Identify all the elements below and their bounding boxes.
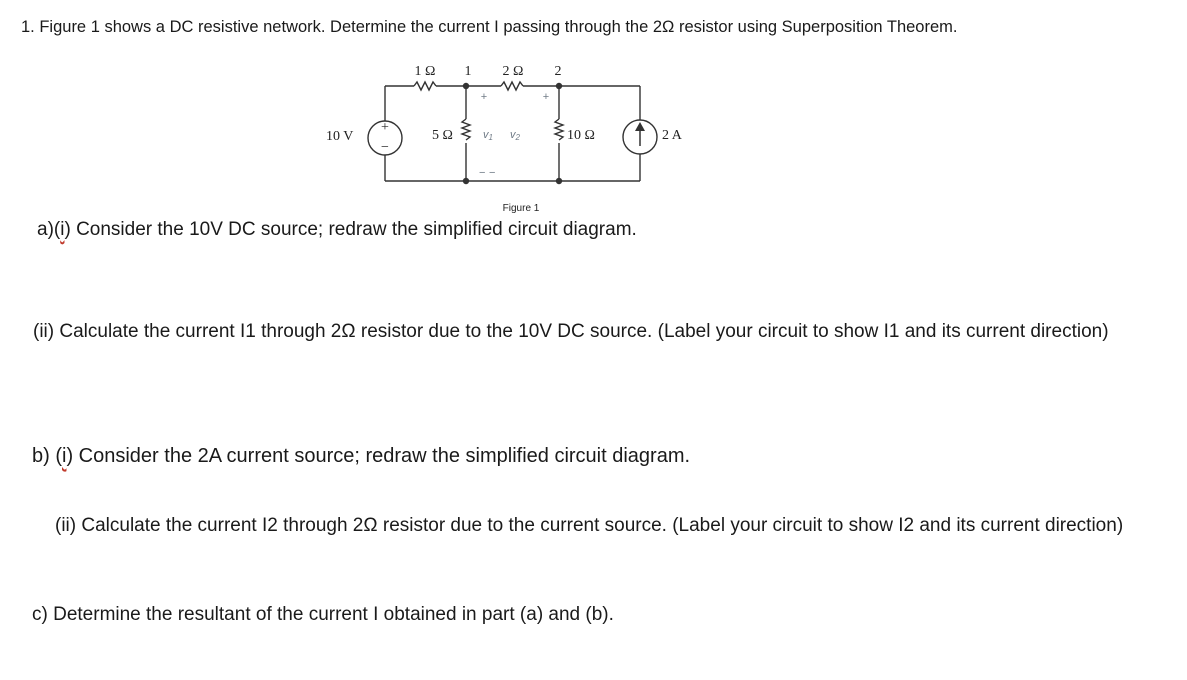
voltage-source-plus: + [381,120,389,135]
current-source-label: 2 A [662,128,682,143]
v2-plus-sign: + [542,91,550,103]
bottom-node-dot-left [463,178,469,184]
question-1-text: 1. Figure 1 shows a DC resistive network. Determine the current I passing through the 2Ω resistor using Superposition Theorem. [21,18,958,36]
part-a-i-text: a)(i) Consider the 10V DC source; redraw the simplified circuit diagram. [37,219,637,240]
part-b-i-text: b) (i) Consider the 2A current source; redraw the simplified circuit diagram. [32,445,691,467]
node-2-dot [556,83,562,89]
resistor-1-ohm [414,82,436,90]
part-c-text: c) Determine the resultant of the current I obtained in part (a) and (b). [32,604,614,625]
node-1-dot [463,83,469,89]
r1-label: 1 Ω [414,64,436,79]
r5-label: 5 Ω [432,128,453,143]
current-source-arrowhead [635,122,645,131]
part-b-ii-text: (ii) Calculate the current I2 through 2Ω resistor due to the current source. (Label your circuit to show I2 and its current direction) [55,515,1124,536]
v2-label: v2 [510,129,520,142]
circuit-figure-1 [318,58,718,218]
resistor-10-ohm [555,119,563,140]
voltage-source-label: 10 V [326,129,354,144]
part-a-ii-text: (ii) Calculate the current I1 through 2Ω resistor due to the 10V DC source. (Label your circuit to show I1 and its current direction) [33,321,1109,342]
node-1-label: 1 [464,64,472,79]
r2-label: 2 Ω [502,64,524,79]
v2-minus-sign: − [489,167,496,179]
bottom-node-dot-right [556,178,562,184]
r10-label: 10 Ω [567,128,595,143]
v1-label: v1 [483,129,493,142]
v1-minus-sign: − [479,167,486,179]
voltage-source-minus: − [381,140,389,155]
resistor-2-ohm [501,82,523,90]
resistor-5-ohm [462,119,470,140]
node-2-label: 2 [554,64,562,79]
v1-plus-sign: + [480,91,488,103]
figure-caption: Figure 1 [502,203,540,214]
